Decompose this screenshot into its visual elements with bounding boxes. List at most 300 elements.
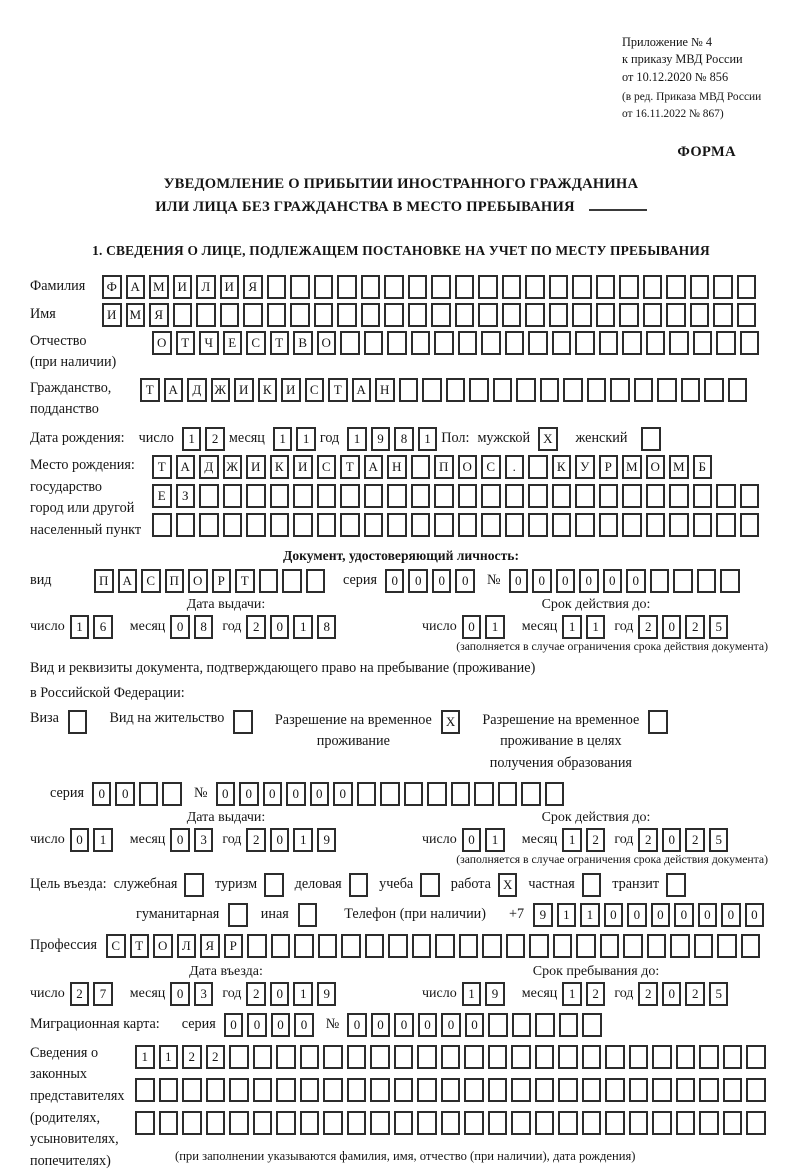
char-cell[interactable] [434,484,454,508]
char-cell[interactable] [619,303,639,327]
char-cell[interactable]: И [220,275,240,299]
char-cell[interactable] [693,331,713,355]
char-cell[interactable] [693,513,713,537]
char-cell[interactable] [152,513,172,537]
char-cell[interactable] [488,1045,508,1069]
char-cell[interactable] [306,569,326,593]
char-cell[interactable] [713,303,733,327]
char-cell[interactable]: X [441,710,461,734]
char-cell[interactable]: 0 [70,828,90,852]
char-cell[interactable]: 0 [270,615,290,639]
char-cell[interactable]: 2 [246,828,266,852]
char-cell[interactable]: 1 [182,427,202,451]
char-cell[interactable] [623,934,643,958]
char-cell[interactable] [293,484,313,508]
char-cell[interactable] [716,513,736,537]
char-cell[interactable]: 0 [247,1013,267,1037]
char-cell[interactable] [411,513,431,537]
char-cell[interactable]: 9 [485,982,505,1006]
char-cell[interactable] [228,903,248,927]
char-cell[interactable] [599,484,619,508]
char-cell[interactable]: Р [599,455,619,479]
char-cell[interactable]: Т [140,378,160,402]
char-cell[interactable] [657,378,677,402]
char-cell[interactable]: 0 [371,1013,391,1037]
char-cell[interactable] [323,1111,343,1135]
char-cell[interactable] [535,1078,555,1102]
char-cell[interactable] [669,484,689,508]
char-cell[interactable]: 2 [638,982,658,1006]
char-cell[interactable]: Л [177,934,197,958]
char-cell[interactable]: 1 [347,427,367,451]
char-cell[interactable] [314,275,334,299]
char-cell[interactable]: Т [328,378,348,402]
char-cell[interactable]: 1 [557,903,577,927]
char-cell[interactable] [464,1045,484,1069]
char-cell[interactable] [693,484,713,508]
char-cell[interactable] [411,331,431,355]
char-cell[interactable]: 0 [408,569,428,593]
char-cell[interactable] [246,484,266,508]
char-cell[interactable]: П [434,455,454,479]
char-cell[interactable] [233,710,253,734]
char-cell[interactable]: А [364,455,384,479]
char-cell[interactable]: 9 [317,828,337,852]
char-cell[interactable]: 0 [270,982,290,1006]
char-cell[interactable]: О [646,455,666,479]
char-cell[interactable] [173,303,193,327]
char-cell[interactable] [676,1111,696,1135]
char-cell[interactable]: 0 [532,569,552,593]
char-cell[interactable]: 1 [462,982,482,1006]
char-cell[interactable] [481,513,501,537]
char-cell[interactable]: 0 [745,903,765,927]
char-cell[interactable] [300,1078,320,1102]
char-cell[interactable] [431,275,451,299]
char-cell[interactable] [525,303,545,327]
char-cell[interactable] [347,1045,367,1069]
char-cell[interactable] [253,1078,273,1102]
char-cell[interactable] [552,513,572,537]
char-cell[interactable] [525,275,545,299]
char-cell[interactable] [341,934,361,958]
char-cell[interactable] [464,1078,484,1102]
char-cell[interactable]: 0 [674,903,694,927]
char-cell[interactable] [740,513,760,537]
char-cell[interactable]: К [552,455,572,479]
char-cell[interactable] [505,484,525,508]
char-cell[interactable] [587,378,607,402]
char-cell[interactable]: Я [243,275,263,299]
char-cell[interactable]: 1 [293,982,313,1006]
char-cell[interactable] [420,873,440,897]
char-cell[interactable] [650,569,670,593]
char-cell[interactable]: М [149,275,169,299]
char-cell[interactable] [599,331,619,355]
char-cell[interactable]: Т [235,569,255,593]
char-cell[interactable] [643,275,663,299]
char-cell[interactable] [481,484,501,508]
char-cell[interactable]: 2 [638,828,658,852]
char-cell[interactable] [723,1045,743,1069]
char-cell[interactable]: А [118,569,138,593]
char-cell[interactable]: 8 [194,615,214,639]
char-cell[interactable] [317,513,337,537]
char-cell[interactable] [681,378,701,402]
char-cell[interactable]: 1 [135,1045,155,1069]
char-cell[interactable] [357,782,377,806]
char-cell[interactable]: И [246,455,266,479]
char-cell[interactable] [384,275,404,299]
char-cell[interactable] [455,275,475,299]
char-cell[interactable] [505,331,525,355]
char-cell[interactable] [746,1111,766,1135]
char-cell[interactable]: У [575,455,595,479]
char-cell[interactable]: 0 [662,615,682,639]
char-cell[interactable]: 0 [347,1013,367,1037]
char-cell[interactable]: 0 [465,1013,485,1037]
char-cell[interactable] [676,1078,696,1102]
char-cell[interactable] [294,934,314,958]
char-cell[interactable]: 2 [246,615,266,639]
char-cell[interactable] [648,710,668,734]
char-cell[interactable] [740,484,760,508]
char-cell[interactable] [720,569,740,593]
char-cell[interactable] [290,275,310,299]
char-cell[interactable] [629,1078,649,1102]
char-cell[interactable]: О [152,331,172,355]
char-cell[interactable] [540,378,560,402]
char-cell[interactable]: 0 [556,569,576,593]
char-cell[interactable]: . [505,455,525,479]
char-cell[interactable]: Т [130,934,150,958]
char-cell[interactable] [139,782,159,806]
char-cell[interactable] [412,934,432,958]
char-cell[interactable] [300,1111,320,1135]
char-cell[interactable]: 0 [603,569,623,593]
char-cell[interactable]: 2 [685,828,705,852]
char-cell[interactable] [622,484,642,508]
char-cell[interactable] [746,1045,766,1069]
char-cell[interactable]: 0 [394,1013,414,1037]
char-cell[interactable]: К [270,455,290,479]
char-cell[interactable] [558,1045,578,1069]
char-cell[interactable]: 5 [709,828,729,852]
char-cell[interactable] [673,569,693,593]
char-cell[interactable]: 1 [418,427,438,451]
char-cell[interactable]: А [352,378,372,402]
char-cell[interactable] [253,1111,273,1135]
char-cell[interactable] [575,513,595,537]
char-cell[interactable]: 2 [206,1045,226,1069]
char-cell[interactable]: 1 [562,982,582,1006]
char-cell[interactable]: И [293,455,313,479]
char-cell[interactable]: А [126,275,146,299]
char-cell[interactable] [478,303,498,327]
char-cell[interactable] [264,873,284,897]
char-cell[interactable]: 2 [685,982,705,1006]
char-cell[interactable]: 1 [93,828,113,852]
char-cell[interactable] [512,1013,532,1037]
char-cell[interactable] [427,782,447,806]
char-cell[interactable] [652,1045,672,1069]
char-cell[interactable] [223,484,243,508]
char-cell[interactable] [622,331,642,355]
char-cell[interactable] [267,275,287,299]
char-cell[interactable]: Е [152,484,172,508]
char-cell[interactable] [220,303,240,327]
char-cell[interactable]: X [498,873,518,897]
char-cell[interactable]: Ж [211,378,231,402]
char-cell[interactable] [582,873,602,897]
char-cell[interactable] [478,275,498,299]
char-cell[interactable] [646,331,666,355]
char-cell[interactable] [411,455,431,479]
char-cell[interactable] [549,303,569,327]
char-cell[interactable] [545,782,565,806]
char-cell[interactable] [223,513,243,537]
char-cell[interactable] [482,934,502,958]
char-cell[interactable]: К [258,378,278,402]
char-cell[interactable]: О [317,331,337,355]
char-cell[interactable] [646,513,666,537]
char-cell[interactable] [451,782,471,806]
char-cell[interactable] [435,934,455,958]
char-cell[interactable] [552,484,572,508]
char-cell[interactable] [502,303,522,327]
char-cell[interactable] [605,1111,625,1135]
char-cell[interactable]: М [622,455,642,479]
char-cell[interactable] [364,484,384,508]
char-cell[interactable]: 2 [586,982,606,1006]
char-cell[interactable]: 0 [170,982,190,1006]
char-cell[interactable] [365,934,385,958]
char-cell[interactable]: А [164,378,184,402]
char-cell[interactable] [474,782,494,806]
char-cell[interactable]: З [176,484,196,508]
char-cell[interactable] [441,1078,461,1102]
char-cell[interactable] [271,934,291,958]
char-cell[interactable]: 0 [462,828,482,852]
char-cell[interactable] [488,1013,508,1037]
char-cell[interactable] [441,1045,461,1069]
char-cell[interactable]: Н [375,378,395,402]
char-cell[interactable] [408,275,428,299]
char-cell[interactable]: С [106,934,126,958]
char-cell[interactable]: 3 [194,828,214,852]
char-cell[interactable]: 2 [70,982,90,1006]
char-cell[interactable] [535,1013,555,1037]
char-cell[interactable] [558,1111,578,1135]
char-cell[interactable] [646,484,666,508]
char-cell[interactable] [394,1078,414,1102]
char-cell[interactable]: 0 [651,903,671,927]
char-cell[interactable]: Т [340,455,360,479]
char-cell[interactable]: 9 [533,903,553,927]
char-cell[interactable]: И [102,303,122,327]
char-cell[interactable]: 0 [604,903,624,927]
char-cell[interactable] [652,1078,672,1102]
char-cell[interactable]: Т [176,331,196,355]
char-cell[interactable]: X [538,427,558,451]
char-cell[interactable] [290,303,310,327]
char-cell[interactable]: 2 [205,427,225,451]
char-cell[interactable] [505,513,525,537]
char-cell[interactable]: О [153,934,173,958]
char-cell[interactable] [529,934,549,958]
char-cell[interactable] [713,275,733,299]
char-cell[interactable]: 3 [194,982,214,1006]
char-cell[interactable] [634,378,654,402]
char-cell[interactable] [498,782,518,806]
char-cell[interactable] [387,331,407,355]
char-cell[interactable]: 2 [246,982,266,1006]
char-cell[interactable] [697,569,717,593]
char-cell[interactable]: 0 [385,569,405,593]
char-cell[interactable] [553,934,573,958]
char-cell[interactable]: 0 [662,828,682,852]
char-cell[interactable] [246,513,266,537]
char-cell[interactable] [229,1111,249,1135]
char-cell[interactable] [206,1078,226,1102]
char-cell[interactable]: Л [196,275,216,299]
char-cell[interactable]: 0 [216,782,236,806]
char-cell[interactable] [259,569,279,593]
char-cell[interactable] [605,1078,625,1102]
char-cell[interactable]: 0 [627,903,647,927]
char-cell[interactable]: Е [223,331,243,355]
char-cell[interactable] [549,275,569,299]
char-cell[interactable]: О [458,455,478,479]
char-cell[interactable] [243,303,263,327]
char-cell[interactable] [741,934,761,958]
char-cell[interactable] [364,331,384,355]
char-cell[interactable]: Ф [102,275,122,299]
char-cell[interactable]: 0 [170,828,190,852]
char-cell[interactable] [528,455,548,479]
char-cell[interactable]: Ж [223,455,243,479]
char-cell[interactable] [716,484,736,508]
char-cell[interactable] [229,1045,249,1069]
char-cell[interactable] [690,275,710,299]
char-cell[interactable] [458,484,478,508]
char-cell[interactable]: Ч [199,331,219,355]
char-cell[interactable] [552,331,572,355]
char-cell[interactable] [582,1078,602,1102]
char-cell[interactable] [347,1111,367,1135]
char-cell[interactable]: 0 [239,782,259,806]
char-cell[interactable] [182,1078,202,1102]
char-cell[interactable] [318,934,338,958]
char-cell[interactable] [641,427,661,451]
char-cell[interactable] [270,484,290,508]
char-cell[interactable] [276,1111,296,1135]
char-cell[interactable]: 0 [462,615,482,639]
char-cell[interactable] [411,484,431,508]
char-cell[interactable]: Я [200,934,220,958]
char-cell[interactable] [293,513,313,537]
char-cell[interactable] [340,484,360,508]
char-cell[interactable] [135,1078,155,1102]
char-cell[interactable] [370,1045,390,1069]
char-cell[interactable] [528,513,548,537]
char-cell[interactable] [300,1045,320,1069]
char-cell[interactable] [575,484,595,508]
char-cell[interactable]: С [141,569,161,593]
char-cell[interactable] [572,275,592,299]
char-cell[interactable] [464,1111,484,1135]
char-cell[interactable] [728,378,748,402]
char-cell[interactable]: 0 [721,903,741,927]
char-cell[interactable] [422,378,442,402]
char-cell[interactable]: 0 [418,1013,438,1037]
char-cell[interactable]: 0 [626,569,646,593]
char-cell[interactable] [184,873,204,897]
char-cell[interactable]: С [246,331,266,355]
char-cell[interactable]: 9 [317,982,337,1006]
char-cell[interactable]: 0 [271,1013,291,1037]
char-cell[interactable] [723,1078,743,1102]
char-cell[interactable]: 1 [562,828,582,852]
char-cell[interactable] [740,331,760,355]
char-cell[interactable] [431,303,451,327]
char-cell[interactable]: 1 [273,427,293,451]
char-cell[interactable] [387,484,407,508]
char-cell[interactable] [135,1111,155,1135]
char-cell[interactable] [417,1078,437,1102]
char-cell[interactable] [669,331,689,355]
char-cell[interactable] [68,710,88,734]
char-cell[interactable]: И [173,275,193,299]
char-cell[interactable] [563,378,583,402]
char-cell[interactable]: 5 [709,982,729,1006]
char-cell[interactable] [723,1111,743,1135]
char-cell[interactable] [199,513,219,537]
char-cell[interactable] [699,1111,719,1135]
char-cell[interactable] [666,275,686,299]
char-cell[interactable] [600,934,620,958]
char-cell[interactable]: 7 [93,982,113,1006]
char-cell[interactable] [652,1111,672,1135]
char-cell[interactable] [535,1111,555,1135]
char-cell[interactable] [511,1078,531,1102]
char-cell[interactable] [558,1078,578,1102]
char-cell[interactable]: 2 [586,828,606,852]
char-cell[interactable] [535,1045,555,1069]
char-cell[interactable] [229,1078,249,1102]
char-cell[interactable]: С [305,378,325,402]
char-cell[interactable] [582,1045,602,1069]
char-cell[interactable] [458,331,478,355]
char-cell[interactable] [349,873,369,897]
char-cell[interactable] [276,1078,296,1102]
char-cell[interactable] [666,873,686,897]
char-cell[interactable]: 0 [333,782,353,806]
char-cell[interactable]: Д [187,378,207,402]
char-cell[interactable] [434,331,454,355]
char-cell[interactable]: 0 [698,903,718,927]
char-cell[interactable]: 1 [159,1045,179,1069]
char-cell[interactable] [582,1111,602,1135]
char-cell[interactable] [737,275,757,299]
char-cell[interactable] [270,513,290,537]
char-cell[interactable]: 0 [662,982,682,1006]
char-cell[interactable] [511,1111,531,1135]
char-cell[interactable]: 9 [371,427,391,451]
char-cell[interactable] [746,1078,766,1102]
char-cell[interactable] [364,513,384,537]
char-cell[interactable] [704,378,724,402]
